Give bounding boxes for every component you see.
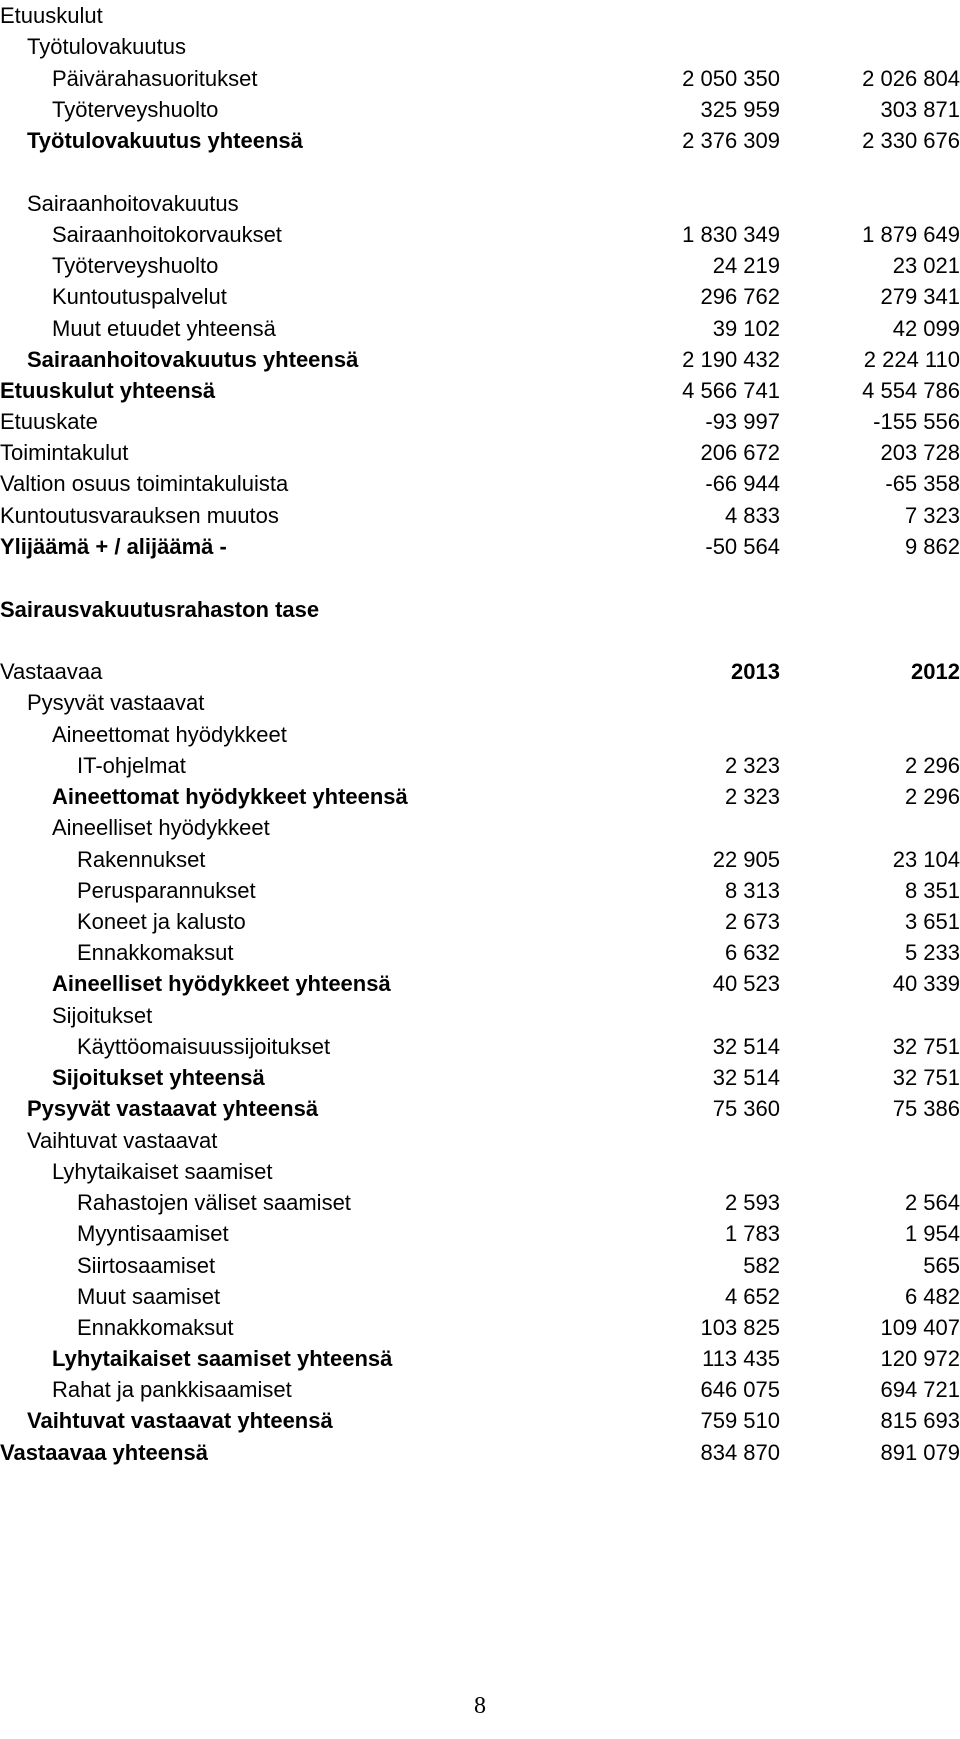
value-2013: 4 652: [724, 1284, 780, 1309]
value-2012: 32 751: [892, 1065, 960, 1090]
row-label: Kuntoutusvarauksen muutos: [0, 503, 279, 528]
total-row: [0, 125, 960, 157]
value-2013: 2 190 432: [682, 347, 780, 372]
value-2012: 42 099: [892, 316, 960, 341]
value-2012: 2 026 804: [862, 66, 960, 91]
row-label: Siirtosaamiset: [77, 1253, 216, 1278]
value-2013: 24 219: [712, 253, 780, 278]
value-2013: 2 593: [724, 1190, 780, 1215]
row-label: Vastaavaa yhteensä: [0, 1440, 208, 1465]
row-label: Ylijäämä + / alijäämä -: [0, 534, 227, 559]
total-row: [0, 1093, 960, 1125]
total-row: [0, 1405, 960, 1437]
year-2012-header: 2012: [911, 659, 960, 684]
row-label: Aineelliset hyödykkeet yhteensä: [52, 971, 391, 996]
table-row: [0, 1312, 960, 1344]
row-label: Työtulovakuutus: [27, 34, 186, 59]
value-2013: 32 514: [712, 1034, 780, 1059]
value-2012: 6 482: [904, 1284, 960, 1309]
table-row: [0, 437, 960, 469]
row-label: Perusparannukset: [77, 878, 256, 903]
row-label: Pysyvät vastaavat yhteensä: [27, 1096, 319, 1121]
value-2013: -93 997: [705, 409, 780, 434]
value-2012: 891 079: [880, 1440, 960, 1465]
group-heading: [0, 188, 960, 220]
value-2012: 2 296: [904, 753, 960, 778]
table-row: [0, 63, 960, 95]
row-label: Sairaanhoitokorvaukset: [52, 222, 282, 247]
value-2013: -50 564: [705, 534, 780, 559]
value-2012: 815 693: [880, 1408, 960, 1433]
section-title: [0, 594, 960, 626]
table-row: [0, 1281, 960, 1313]
table-row: [0, 313, 960, 345]
table-row: [0, 1031, 960, 1063]
value-2012: 303 871: [880, 97, 960, 122]
value-2013: 206 672: [700, 440, 780, 465]
table-row: [0, 875, 960, 907]
row-label: Toimintakulut: [0, 440, 129, 465]
value-2013: 2 376 309: [682, 128, 780, 153]
row-label: Päivärahasuoritukset: [52, 66, 258, 91]
value-2012: 9 862: [904, 534, 960, 559]
row-label: Koneet ja kalusto: [77, 909, 246, 934]
row-label: Aineettomat hyödykkeet: [52, 722, 287, 747]
row-label: Ennakkomaksut: [77, 1315, 234, 1340]
table-row: [0, 406, 960, 438]
column-header-row: [0, 656, 960, 688]
group-heading: [0, 1156, 960, 1188]
row-label: Työterveyshuolto: [52, 253, 219, 278]
value-2013: 75 360: [712, 1096, 780, 1121]
group-heading: [0, 1000, 960, 1032]
row-label: Sairaanhoitovakuutus: [27, 191, 239, 216]
group-heading: [0, 719, 960, 751]
value-2012: 40 339: [892, 971, 960, 996]
row-label: Sijoitukset yhteensä: [52, 1065, 265, 1090]
value-2012: 2 296: [904, 784, 960, 809]
value-2012: 7 323: [904, 503, 960, 528]
value-2012: 2 224 110: [863, 347, 960, 372]
row-label: Etuuskate: [0, 409, 98, 434]
group-heading: [0, 1125, 960, 1157]
section-heading: [0, 0, 960, 32]
table-row: [0, 844, 960, 876]
value-2013: 2 673: [724, 909, 780, 934]
table-row: [0, 906, 960, 938]
value-2013: -66 944: [705, 471, 780, 496]
value-2012: 2 564: [904, 1190, 960, 1215]
value-2013: 2 323: [724, 753, 780, 778]
table-row: [0, 94, 960, 126]
value-2012: -155 556: [873, 409, 960, 434]
value-2012: 109 407: [880, 1315, 960, 1340]
row-label: Kuntoutuspalvelut: [52, 284, 227, 309]
total-row: [0, 344, 960, 376]
table-row: [0, 1218, 960, 1250]
table-row: [0, 500, 960, 532]
value-2012: 32 751: [892, 1034, 960, 1059]
table-row: [0, 468, 960, 500]
row-label: IT-ohjelmat: [77, 753, 186, 778]
section-title-text: Sairausvakuutusrahaston tase: [0, 597, 320, 622]
value-2013: 40 523: [712, 971, 780, 996]
group-heading: [0, 687, 960, 719]
value-2013: 4 833: [724, 503, 780, 528]
value-2013: 1 783: [724, 1221, 780, 1246]
group-heading: [0, 812, 960, 844]
row-label: Muut etuudet yhteensä: [52, 316, 276, 341]
row-label: Vaihtuvat vastaavat: [27, 1128, 218, 1153]
value-2013: 296 762: [700, 284, 780, 309]
row-label: Vaihtuvat vastaavat yhteensä: [27, 1408, 333, 1433]
total-row: [0, 1062, 960, 1094]
grand-total-row: [0, 1437, 960, 1469]
row-label: Työterveyshuolto: [52, 97, 219, 122]
value-2012: 75 386: [892, 1096, 960, 1121]
row-label: Lyhytaikaiset saamiset yhteensä: [52, 1346, 393, 1371]
row-label: Pysyvät vastaavat: [27, 690, 205, 715]
table-row: [0, 250, 960, 282]
value-2012: 203 728: [880, 440, 960, 465]
value-2013: 582: [743, 1253, 780, 1278]
row-label: Lyhytaikaiset saamiset: [52, 1159, 273, 1184]
row-label: Työtulovakuutus yhteensä: [27, 128, 303, 153]
table-row: [0, 750, 960, 782]
value-2012: 5 233: [904, 940, 960, 965]
row-label: Käyttöomaisuussijoitukset: [77, 1034, 331, 1059]
value-2013: 22 905: [712, 847, 780, 872]
value-2012: 1 879 649: [862, 222, 960, 247]
row-label: Aineelliset hyödykkeet: [52, 815, 270, 840]
value-2012: 3 651: [904, 909, 960, 934]
row-label: Myyntisaamiset: [77, 1221, 229, 1246]
value-2012: 694 721: [880, 1377, 960, 1402]
value-2012: 23 021: [892, 253, 960, 278]
value-2012: 2 330 676: [862, 128, 960, 153]
table-row: [0, 1374, 960, 1406]
row-label: Rahastojen väliset saamiset: [77, 1190, 351, 1215]
row-label: Sairaanhoitovakuutus yhteensä: [27, 347, 359, 372]
value-2013: 1 830 349: [682, 222, 780, 247]
row-label: Vastaavaa: [0, 659, 103, 684]
value-2012: 565: [923, 1253, 960, 1278]
value-2012: 23 104: [892, 847, 960, 872]
value-2012: -65 358: [885, 471, 960, 496]
total-row: [0, 968, 960, 1000]
table-row: [0, 1187, 960, 1219]
total-row: [0, 781, 960, 813]
value-2013: 113 435: [702, 1346, 780, 1371]
row-label: Ennakkomaksut: [77, 940, 234, 965]
row-label: Etuuskulut: [0, 3, 103, 28]
row-label: Rahat ja pankkisaamiset: [52, 1377, 292, 1402]
value-2012: 1 954: [904, 1221, 960, 1246]
total-row: [0, 531, 960, 563]
value-2013: 646 075: [700, 1377, 780, 1402]
total-row: [0, 1343, 960, 1375]
value-2013: 6 632: [724, 940, 780, 965]
value-2013: 325 959: [700, 97, 780, 122]
row-label: Muut saamiset: [77, 1284, 221, 1309]
value-2012: 279 341: [880, 284, 960, 309]
value-2013: 103 825: [700, 1315, 780, 1340]
row-label: Etuuskulut yhteensä: [0, 378, 216, 403]
value-2013: 2 323: [724, 784, 780, 809]
value-2013: 39 102: [712, 316, 780, 341]
value-2012: 8 351: [904, 878, 960, 903]
group-heading: [0, 31, 960, 63]
row-label: Rakennukset: [77, 847, 206, 872]
row-label: Sijoitukset: [52, 1003, 153, 1028]
value-2013: 2 050 350: [682, 66, 780, 91]
total-row: [0, 375, 960, 407]
row-label: Valtion osuus toimintakuluista: [0, 471, 289, 496]
page-number: 8: [474, 1693, 486, 1719]
value-2013: 32 514: [712, 1065, 780, 1090]
value-2013: 4 566 741: [682, 378, 780, 403]
row-label: Aineettomat hyödykkeet yhteensä: [52, 784, 408, 809]
value-2013: 834 870: [700, 1440, 780, 1465]
year-2013-header: 2013: [731, 659, 780, 684]
table-row: [0, 1250, 960, 1282]
table-row: [0, 219, 960, 251]
table-row: [0, 281, 960, 313]
value-2013: 8 313: [724, 878, 780, 903]
value-2012: 120 972: [880, 1346, 960, 1371]
table-row: [0, 937, 960, 969]
value-2012: 4 554 786: [862, 378, 960, 403]
value-2013: 759 510: [700, 1408, 780, 1433]
